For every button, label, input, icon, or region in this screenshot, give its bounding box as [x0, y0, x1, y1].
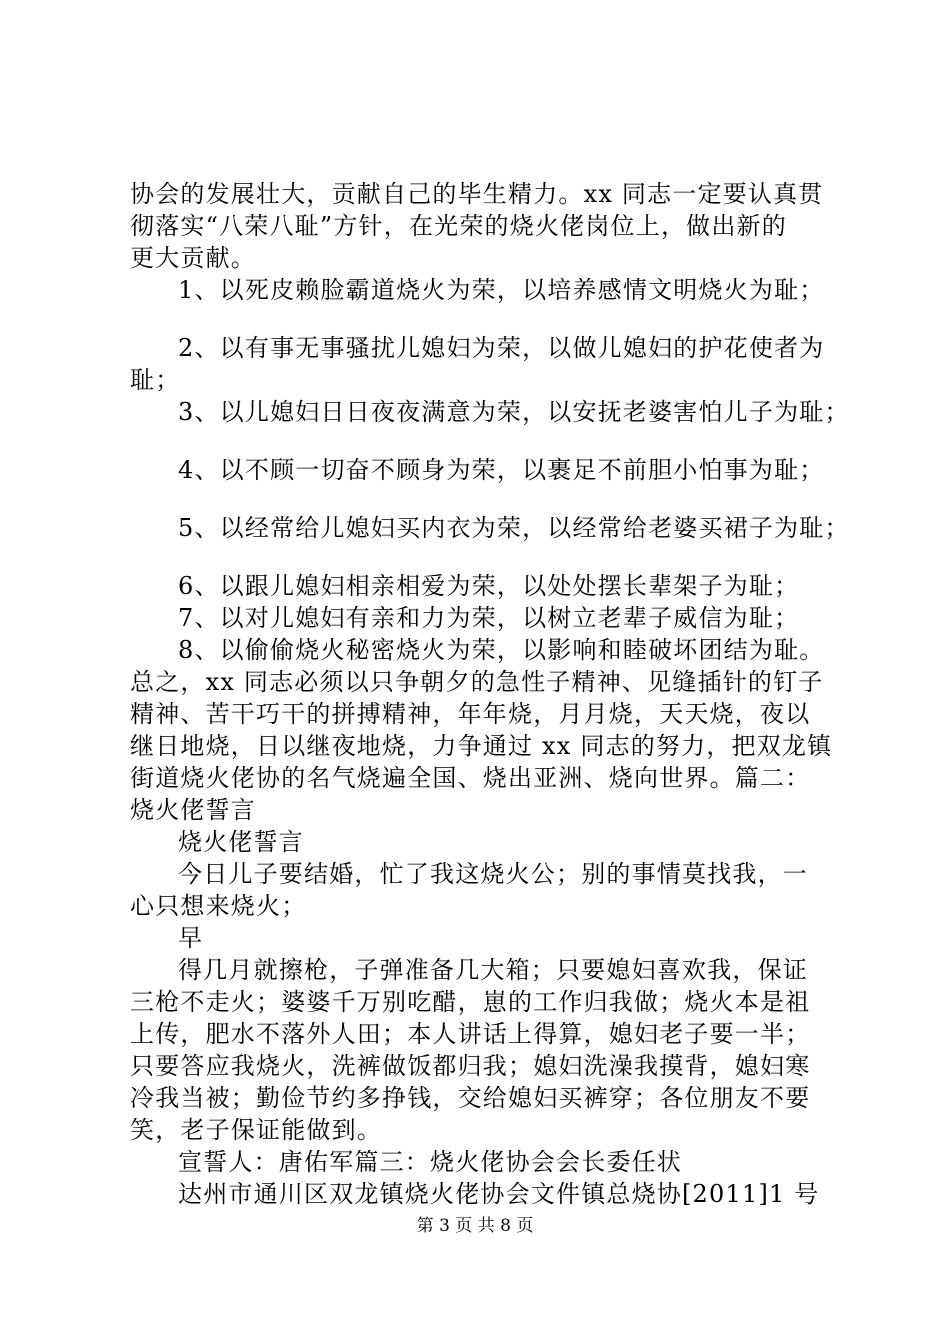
body-line: 协会的发展壮大，贡献自己的毕生精力。xx 同志一定要认真贯 [130, 180, 824, 208]
body-line: 只要答应我烧火，洗裤做饭都归我；媳妇洗澡我摸背，媳妇寒 [130, 1052, 811, 1080]
body-line: 精神、苦干巧干的拼搏精神，年年烧，月月烧，天天烧，夜以 [130, 700, 811, 728]
body-line: 笑，老子保证能做到。 [130, 1116, 382, 1144]
page-number: 第 3 页 共 8 页 [416, 1216, 534, 1236]
body-line: 达州市通川区双龙镇烧火佬协会文件镇总烧协[2011]1 号 [178, 1180, 820, 1208]
body-line: 耻； [130, 366, 181, 394]
list-item: 4、以不顾一切奋不顾身为荣，以裹足不前胆小怕事为耻； [178, 456, 825, 484]
list-item: 1、以死皮赖脸霸道烧火为荣，以培养感情文明烧火为耻； [178, 276, 825, 304]
body-line: 心只想来烧火； [130, 892, 307, 920]
body-line: 更大贡献。 [130, 244, 256, 272]
body-line: 得几月就擦枪，子弹准备几大箱；只要媳妇喜欢我，保证 [178, 956, 808, 984]
list-item: 3、以儿媳妇日日夜夜满意为荣，以安抚老婆害怕儿子为耻； [178, 398, 850, 426]
body-line: 继日地烧，日以继夜地烧，力争通过 xx 同志的努力，把双龙镇 [130, 732, 833, 760]
section-title: 烧火佬誓言 [178, 828, 304, 856]
list-item: 8、以偷偷烧火秘密烧火为荣，以影响和睦破坏团结为耻。 [178, 636, 825, 664]
body-line: 今日儿子要结婚，忙了我这烧火公；别的事情莫找我，一 [178, 860, 808, 888]
body-line: 上传，肥水不落外人田；本人讲话上得算，媳妇老子要一半； [130, 1020, 811, 1048]
list-item: 2、以有事无事骚扰儿媳妇为荣，以做儿媳妇的护花使者为 [178, 334, 825, 362]
body-line: 宣誓人：唐佑军篇三：烧火佬协会会长委任状 [178, 1148, 682, 1176]
body-line: 冷我当被；勤俭节约多挣钱，交给媳妇买裤穿；各位朋友不要 [130, 1084, 811, 1112]
body-line: 总之，xx 同志必须以只争朝夕的急性子精神、见缝插针的钉子 [130, 668, 824, 696]
body-line: 三枪不走火；婆婆千万别吃醋，崽的工作归我做；烧火本是祖 [130, 988, 811, 1016]
body-line: 彻落实“八荣八耻”方针，在光荣的烧火佬岗位上，做出新的 [130, 212, 787, 240]
body-line: 街道烧火佬协的名气烧遍全国、烧出亚洲、烧向世界。篇二： [130, 764, 811, 792]
list-item: 7、以对儿媳妇有亲和力为荣，以树立老辈子威信为耻； [178, 604, 800, 632]
list-item: 6、以跟儿媳妇相亲相爱为荣，以处处摆长辈架子为耻； [178, 572, 800, 600]
section-heading: 烧火佬誓言 [130, 796, 256, 824]
body-line: 早 [178, 924, 204, 952]
list-item: 5、以经常给儿媳妇买内衣为荣，以经常给老婆买裙子为耻； [178, 514, 850, 542]
